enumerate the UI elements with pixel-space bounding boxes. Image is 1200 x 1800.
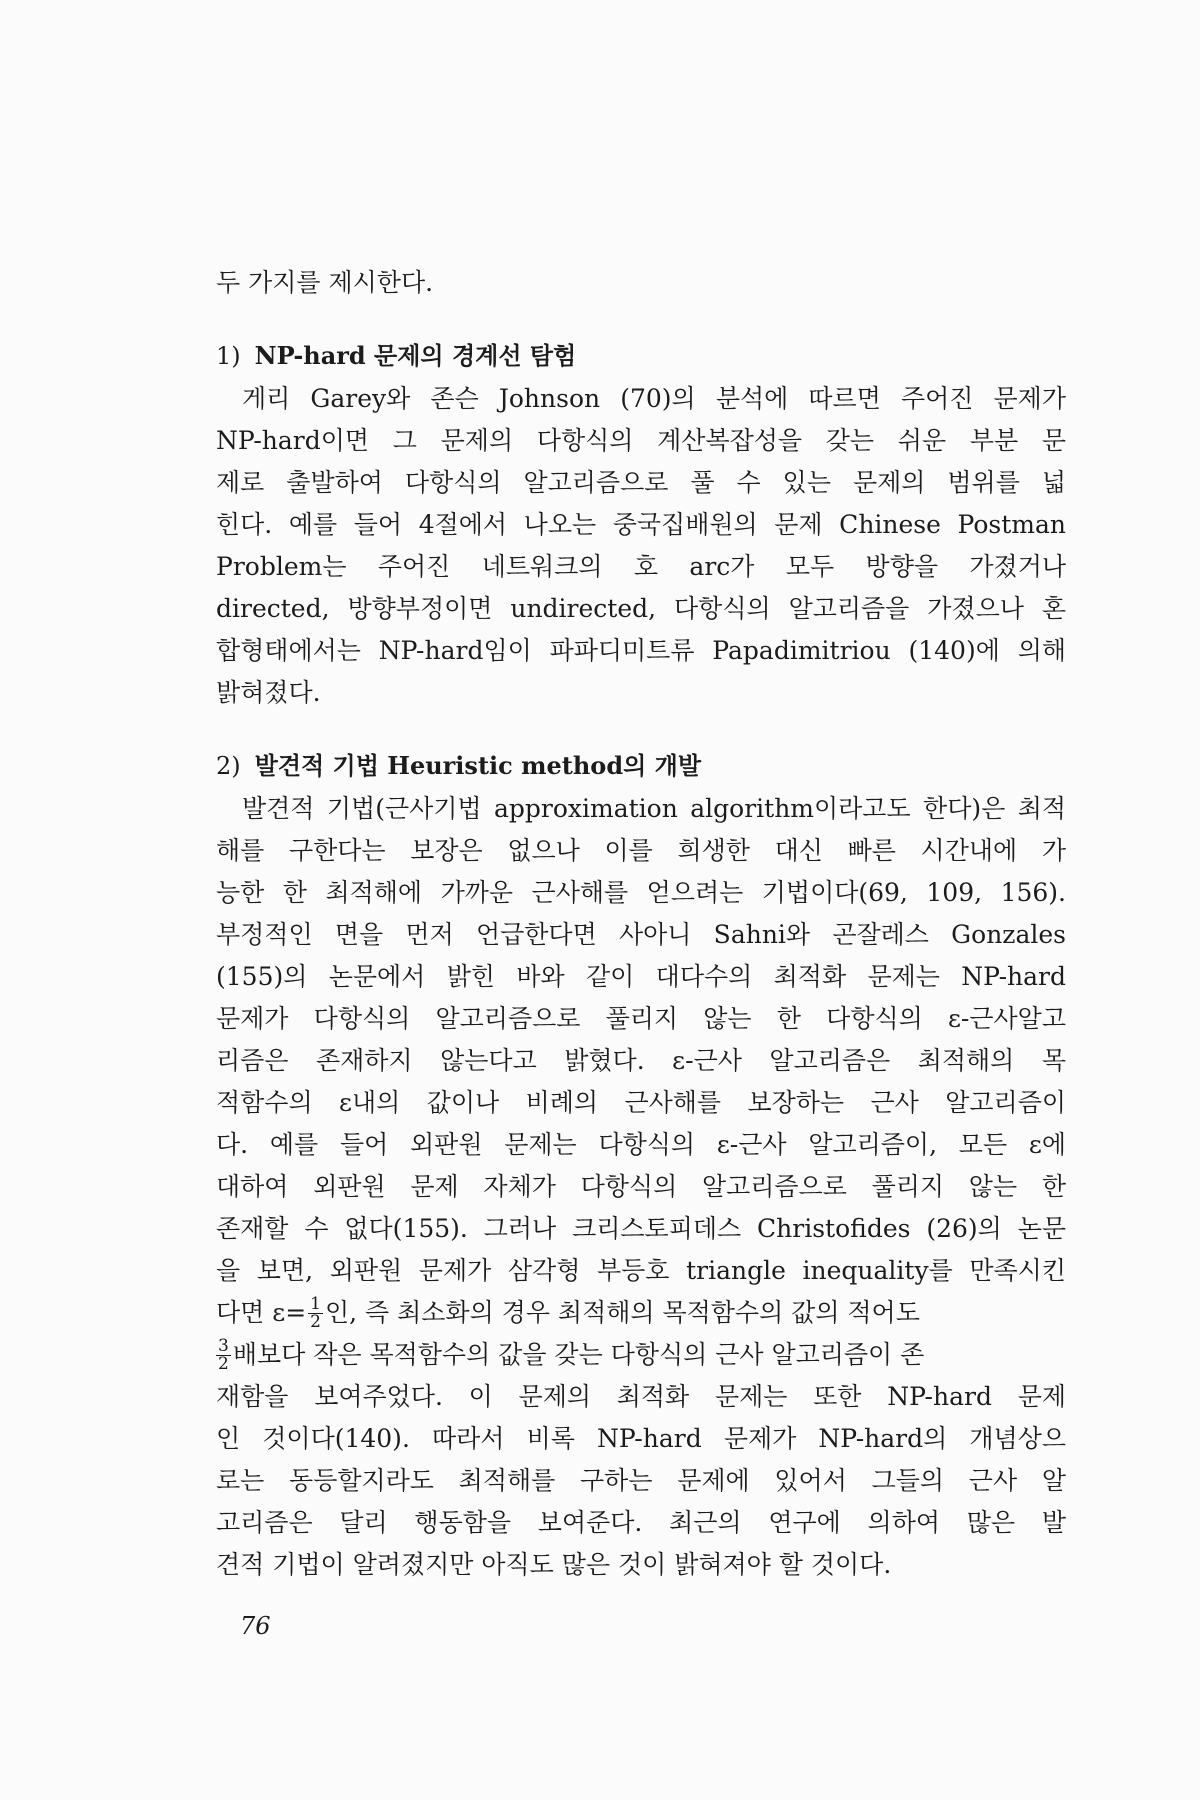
fraction-one-half — [308, 1293, 323, 1332]
line-text: 로는 동등할지라도 최적해를 구하는 문제에 있어서 그들의 근사 알 — [216, 1466, 1066, 1495]
line-text: 게리 Garey와 존슨 Johnson (70)의 분석에 따르면 주어진 문제가 — [242, 384, 1066, 413]
intro-line — [216, 262, 1066, 304]
section-1-number: 1) — [216, 342, 241, 370]
section-1-title: NP-hard 문제의 경계선 탐험 — [254, 341, 577, 370]
line-text: 리즘은 존재하지 않는다고 밝혔다. ε-근사 알고리즘은 최적해의 목 — [216, 1046, 1066, 1075]
line-text: 능한 한 최적해에 가까운 근사해를 얻으려는 기법이다(69, 109, 156). — [216, 878, 1066, 907]
line-text: 다면 ε= — [216, 1298, 307, 1327]
section-2-line — [216, 1544, 1066, 1586]
line-text: 문제가 다항식의 알고리즘으로 풀리지 않는 한 다항식의 ε-근사알고 — [216, 1004, 1066, 1033]
line-text: NP-hard이면 그 문제의 다항식의 계산복잡성을 갖는 쉬운 부분 문 — [216, 426, 1066, 455]
section-2-line — [216, 1418, 1066, 1460]
line-text: 부정적인 면을 먼저 언급한다면 사아니 Sahni와 곤잘레스 Gonzales — [216, 920, 1066, 949]
section-2-fraction-line-2 — [216, 1334, 1066, 1376]
section-2-line — [216, 1166, 1066, 1208]
line-text: 힌다. 예를 들어 4절에서 나오는 중국집배원의 문제 Chinese Postman — [216, 510, 1066, 539]
section-2-line — [216, 956, 1066, 998]
section-1-line — [216, 420, 1066, 462]
section-2-number: 2) — [216, 752, 241, 780]
line-text: 존재할 수 없다(155). 그러나 크리스토피데스 Christofides (26)의 논문 — [216, 1214, 1066, 1243]
section-2-heading — [216, 744, 1066, 788]
section-2-line — [216, 1460, 1066, 1502]
section-1-line — [216, 462, 1066, 504]
line-text: directed, 방향부정이면 undirected, 다항식의 알고리즘을 가졌으나 혼 — [216, 594, 1066, 623]
spacer — [216, 304, 1066, 334]
line-text: 을 보면, 외판원 문제가 삼각형 부등호 triangle inequality를 만족시킨 — [216, 1256, 1066, 1285]
section-2-line — [216, 788, 1066, 830]
section-2-line — [216, 1502, 1066, 1544]
line-text: 인 것이다(140). 따라서 비록 NP-hard 문제가 NP-hard의 개념상으 — [216, 1424, 1066, 1453]
section-1-line — [216, 546, 1066, 588]
section-2-title: 발견적 기법 Heuristic method의 개발 — [254, 751, 702, 780]
section-2-line — [216, 830, 1066, 872]
section-2-line — [216, 1376, 1066, 1418]
line-text: 재함을 보여주었다. 이 문제의 최적화 문제는 또한 NP-hard 문제 — [216, 1382, 1066, 1411]
line-text: (155)의 논문에서 밝힌 바와 같이 대다수의 최적화 문제는 NP-hard — [216, 962, 1066, 991]
section-1-line — [216, 630, 1066, 672]
fraction-denominator: 2 — [218, 1353, 229, 1374]
fraction-numerator: 1 — [310, 1293, 321, 1314]
fraction-denominator: 2 — [310, 1311, 321, 1332]
line-text: 적함수의 ε내의 값이나 비례의 근사해를 보장하는 근사 알고리즘이 — [216, 1088, 1066, 1117]
section-2-fraction-line-1 — [216, 1292, 1066, 1334]
section-1-line — [216, 672, 1066, 714]
line-text: 인, 즉 최소화의 경우 최적해의 목적함수의 값의 적어도 — [324, 1298, 920, 1327]
line-text: 제로 출발하여 다항식의 알고리즘으로 풀 수 있는 문제의 범위를 넓 — [216, 468, 1066, 497]
section-1-heading — [216, 334, 1066, 378]
line-text: Problem는 주어진 네트워크의 호 arc가 모두 방향을 가졌거나 — [216, 552, 1066, 581]
line-text: 다. 예를 들어 외판원 문제는 다항식의 ε-근사 알고리즘이, 모든 ε에 — [216, 1130, 1066, 1159]
section-2-line — [216, 914, 1066, 956]
fraction-three-halves — [216, 1335, 231, 1374]
line-text: 대하여 외판원 문제 자체가 다항식의 알고리즘으로 풀리지 않는 한 — [216, 1172, 1066, 1201]
line-text: 고리즘은 달리 행동함을 보여준다. 최근의 연구에 의하여 많은 발 — [216, 1508, 1066, 1537]
line-text: 해를 구한다는 보장은 없으나 이를 희생한 대신 빠른 시간내에 가 — [216, 836, 1066, 865]
text-block — [216, 262, 1066, 1586]
intro-text: 두 가지를 제시한다. — [216, 268, 434, 297]
spacer — [216, 714, 1066, 744]
section-1-line — [216, 378, 1066, 420]
section-2-line — [216, 1250, 1066, 1292]
line-text: 밝혀졌다. — [216, 678, 321, 707]
section-2-line — [216, 1124, 1066, 1166]
section-2-line — [216, 998, 1066, 1040]
section-1-line — [216, 504, 1066, 546]
section-2-line — [216, 872, 1066, 914]
line-text: 합형태에서는 NP-hard임이 파파디미트류 Papadimitriou (140)에 의해 — [216, 636, 1066, 665]
section-2-line — [216, 1040, 1066, 1082]
section-1-line — [216, 588, 1066, 630]
section-2-line — [216, 1208, 1066, 1250]
line-text: 발견적 기법(근사기법 approximation algorithm이라고도 한다)은 최적 — [242, 794, 1066, 823]
page-number: 76 — [240, 1612, 271, 1640]
line-text: 견적 기법이 알려졌지만 아직도 많은 것이 밝혀져야 할 것이다. — [216, 1550, 892, 1579]
section-2-line — [216, 1082, 1066, 1124]
line-text: 배보다 작은 목적함수의 값을 갖는 다항식의 근사 알고리즘이 존 — [232, 1340, 925, 1369]
fraction-numerator: 3 — [218, 1335, 229, 1356]
